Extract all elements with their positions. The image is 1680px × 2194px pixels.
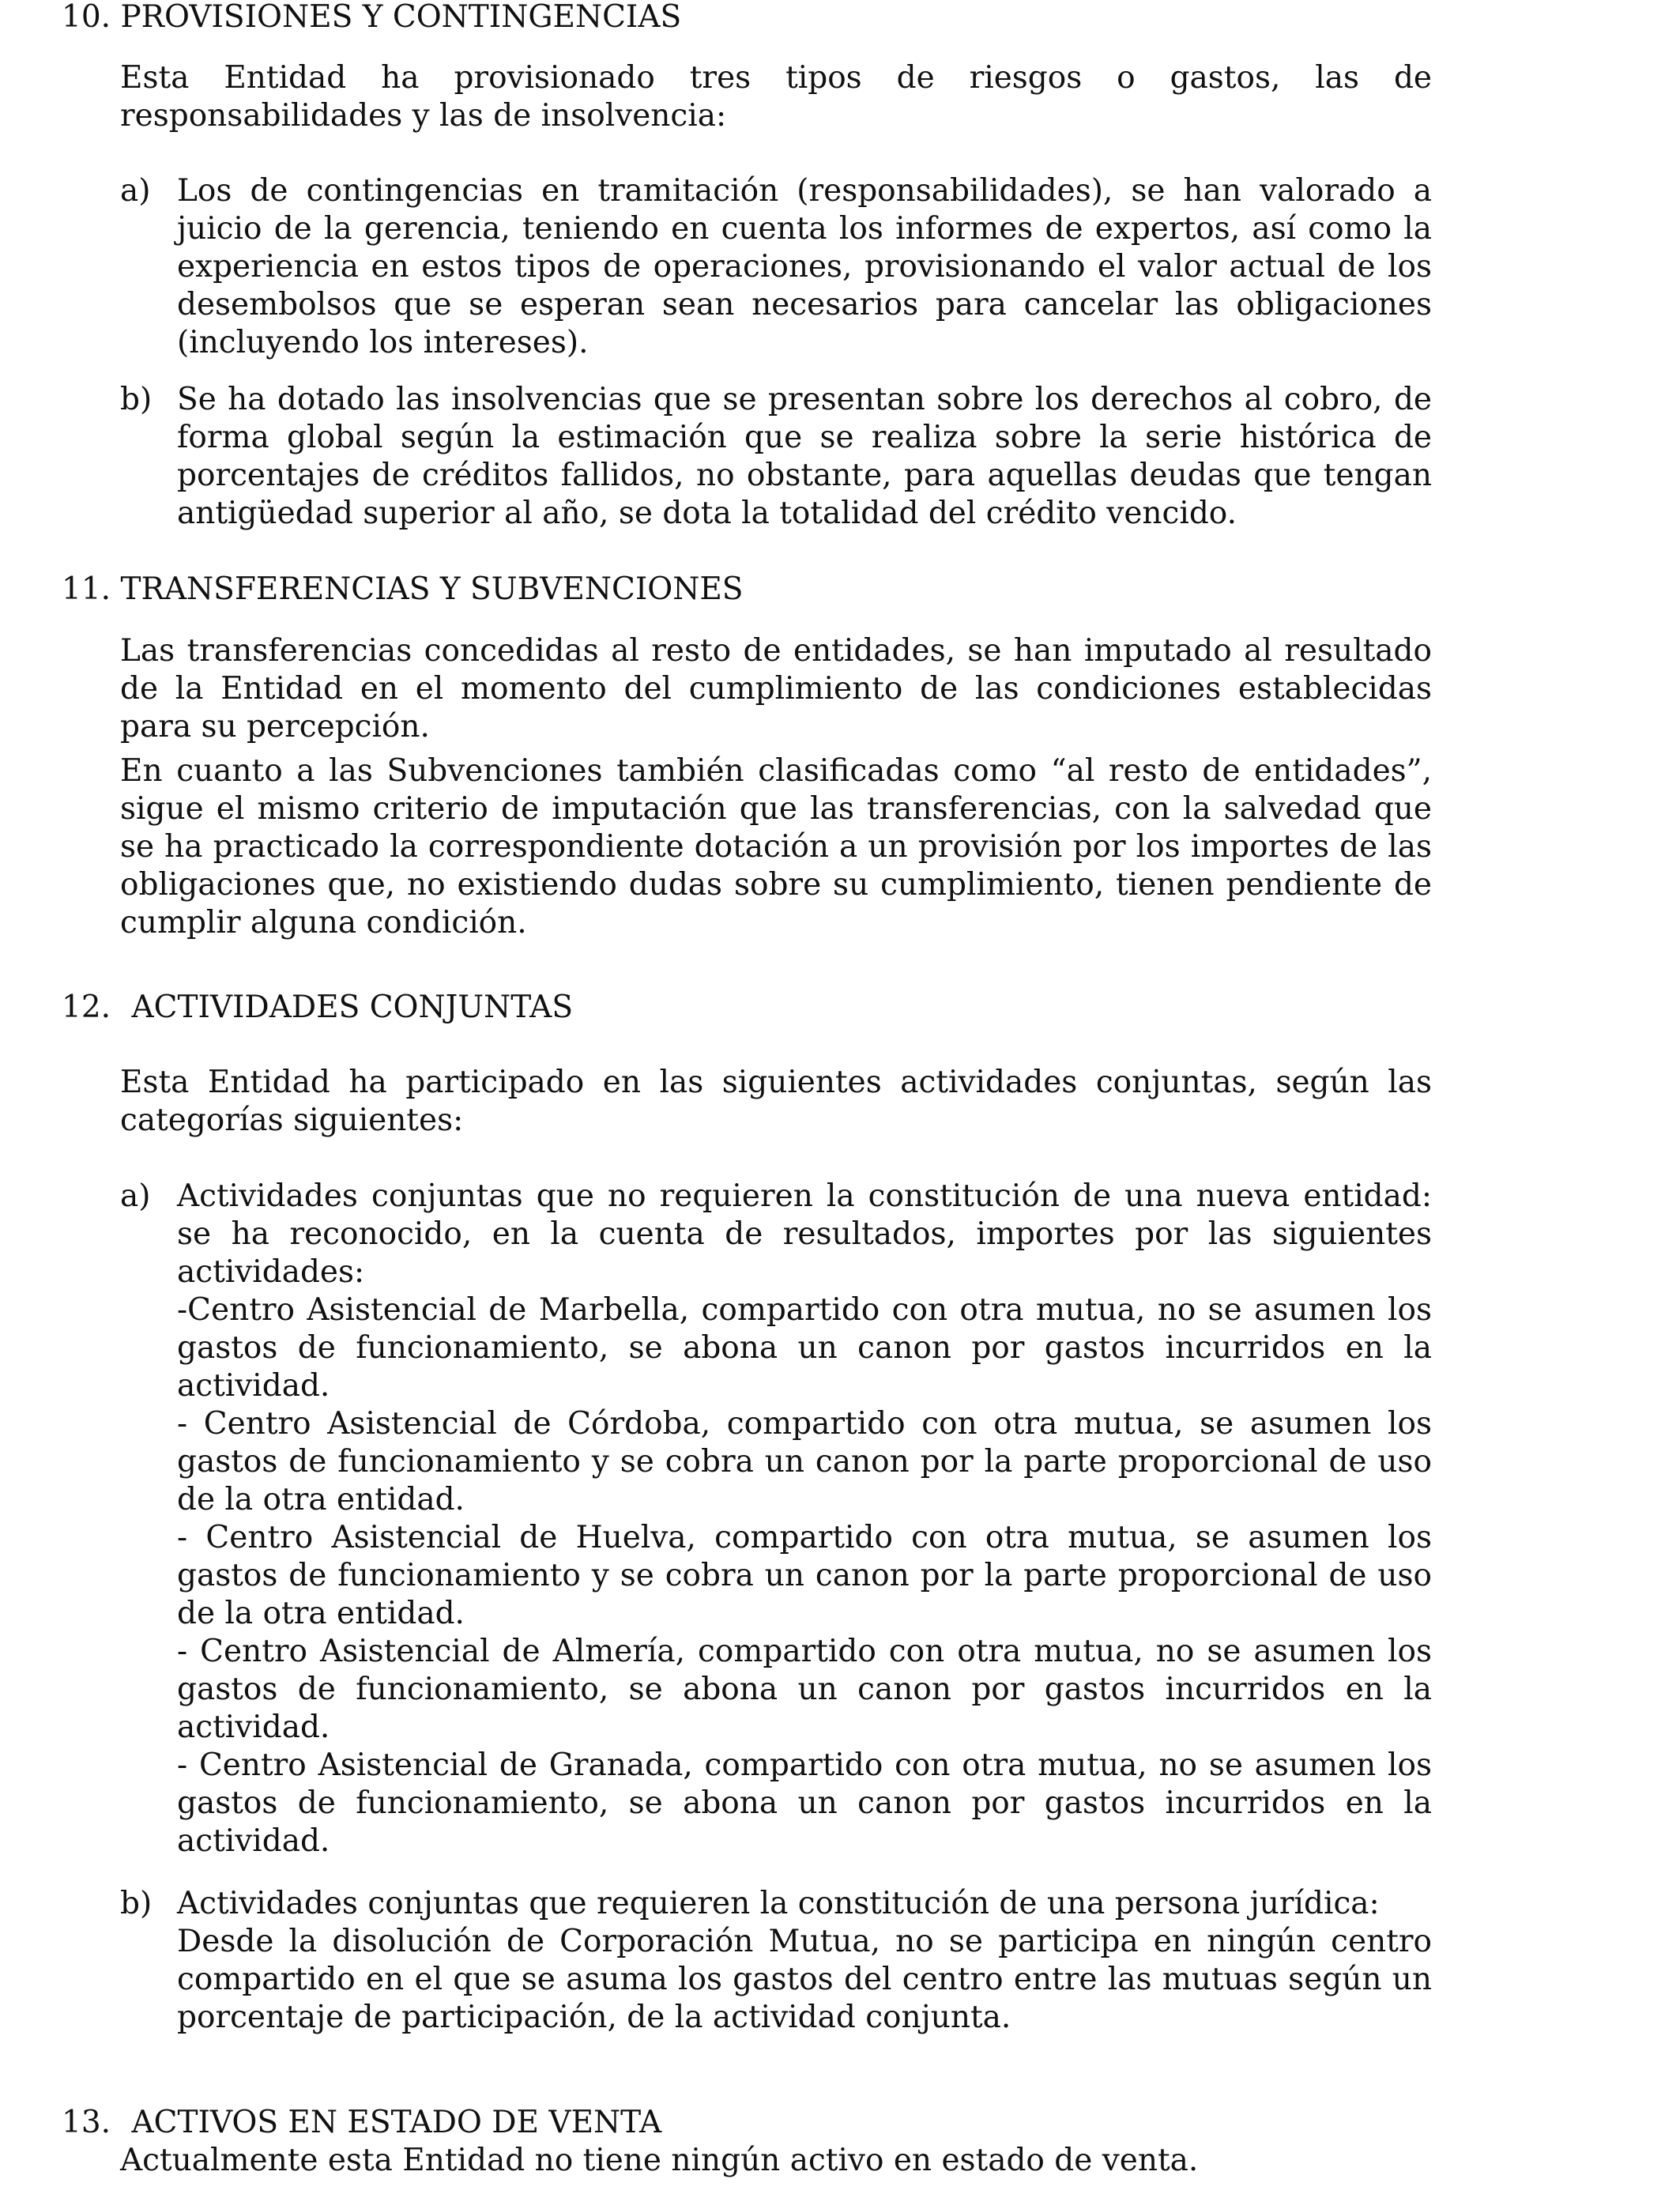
list-item-text: Se ha dotado las insolvencias que se presentan sobre los derechos al cobro, de forma global según la estimación que se realiza sobre la serie histórica de porcentajes de créditos fallidos, no obstante, para aquellas deudas que tengan antigüedad superior al año, se dota la totalidad del crédito vencido. (177, 382, 1432, 531)
list-item-text: Los de contingencias en tramitación (responsabilidades), se han valorado a juicio de la gerencia, teniendo en cuenta los informes de expertos, así como la experiencia en estos tipos de operaciones, provisionando el valor actual de los desembolsos que se esperan sean necesarios para cancelar las obligaciones (incluyendo los intereses). (177, 173, 1432, 360)
list-item-lead: Actividades conjuntas que requieren la constitución de una persona jurídica: (177, 1886, 1380, 1921)
list-item-label: a) (120, 1178, 151, 1214)
list-item-lead: Actividades conjuntas que no requieren la constitución de una nueva entidad: se ha reconocido, en la cuenta de resultados, importes por las siguientes actividades: (177, 1178, 1432, 1290)
center-entry-cordoba: - Centro Asistencial de Córdoba, compartido con otra mutua, se asumen los gastos de funcionamiento y se cobra un canon por la parte proporcional de uso de la otra entidad. (177, 1406, 1432, 1517)
section-10-intro: Esta Entidad ha provisionado tres tipos de riesgos o gastos, las de responsabilidades y las de insolvencia: (120, 60, 1432, 134)
list-item (120, 381, 1432, 533)
section-number: 10. (62, 0, 111, 35)
center-entry-granada: - Centro Asistencial de Granada, compartido con otra mutua, no se asumen los gastos de funcionamiento, se abona un canon por gastos incurridos en la actividad. (177, 1747, 1432, 1859)
section-13-heading (62, 2104, 661, 2142)
center-entry-marbella: -Centro Asistencial de Marbella, compartido con otra mutua, no se asumen los gastos de funcionamiento, se abona un canon por gastos incurridos en la actividad. (177, 1292, 1432, 1404)
section-13-text: Actualmente esta Entidad no tiene ningún activo en estado de venta. (120, 2143, 1199, 2178)
section-title: PROVISIONES Y CONTINGENCIAS (120, 0, 682, 35)
list-item-label: a) (120, 173, 151, 209)
section-title: ACTIVIDADES CONJUNTAS (131, 990, 574, 1025)
center-entry-almeria: - Centro Asistencial de Almería, compartido con otra mutua, no se asumen los gastos de funcionamiento, se abona un canon por gastos incurridos en la actividad. (177, 1634, 1432, 1745)
section-number: 13. (62, 2105, 111, 2140)
section-11-paragraph-2: En cuanto a las Subvenciones también clasificadas como “al resto de entidades”, sigue el mismo criterio de imputación que las transferencias, con la salvedad que se ha practicado la correspondiente dotación a un provisión por los importes de las obligaciones que, no existiendo dudas sobre su cumplimiento, tienen pendiente de cumplir alguna condición. (120, 753, 1432, 941)
section-12-heading (62, 989, 573, 1027)
list-item-label: b) (120, 1886, 153, 1921)
section-title: ACTIVOS EN ESTADO DE VENTA (131, 2105, 662, 2140)
section-10-heading (62, 0, 681, 36)
section-number: 11. (62, 571, 111, 607)
list-item (120, 172, 1432, 362)
section-number: 12. (62, 990, 111, 1025)
section-11-heading (62, 571, 744, 609)
list-item (120, 1885, 1432, 2037)
section-11-paragraph-1: Las transferencias concedidas al resto de entidades, se han imputado al resultado de la Entidad en el momento del cumplimiento de las condiciones establecidas para su percepción. (120, 633, 1432, 745)
list-item-label: b) (120, 382, 153, 417)
center-entry-huelva: - Centro Asistencial de Huelva, compartido con otra mutua, se asumen los gastos de funcionamiento y se cobra un canon por la parte proporcional de uso de la otra entidad. (177, 1520, 1432, 1631)
list-item (120, 1178, 1432, 1860)
section-title: TRANSFERENCIAS Y SUBVENCIONES (120, 571, 744, 607)
list-item-text: Desde la disolución de Corporación Mutua, no se participa en ningún centro compartido en el que se asuma los gastos del centro entre las mutuas según un porcentaje de participación, de la actividad conjunta. (177, 1924, 1432, 2035)
section-12-intro: Esta Entidad ha participado en las siguientes actividades conjuntas, según las categorías siguientes: (120, 1065, 1432, 1138)
